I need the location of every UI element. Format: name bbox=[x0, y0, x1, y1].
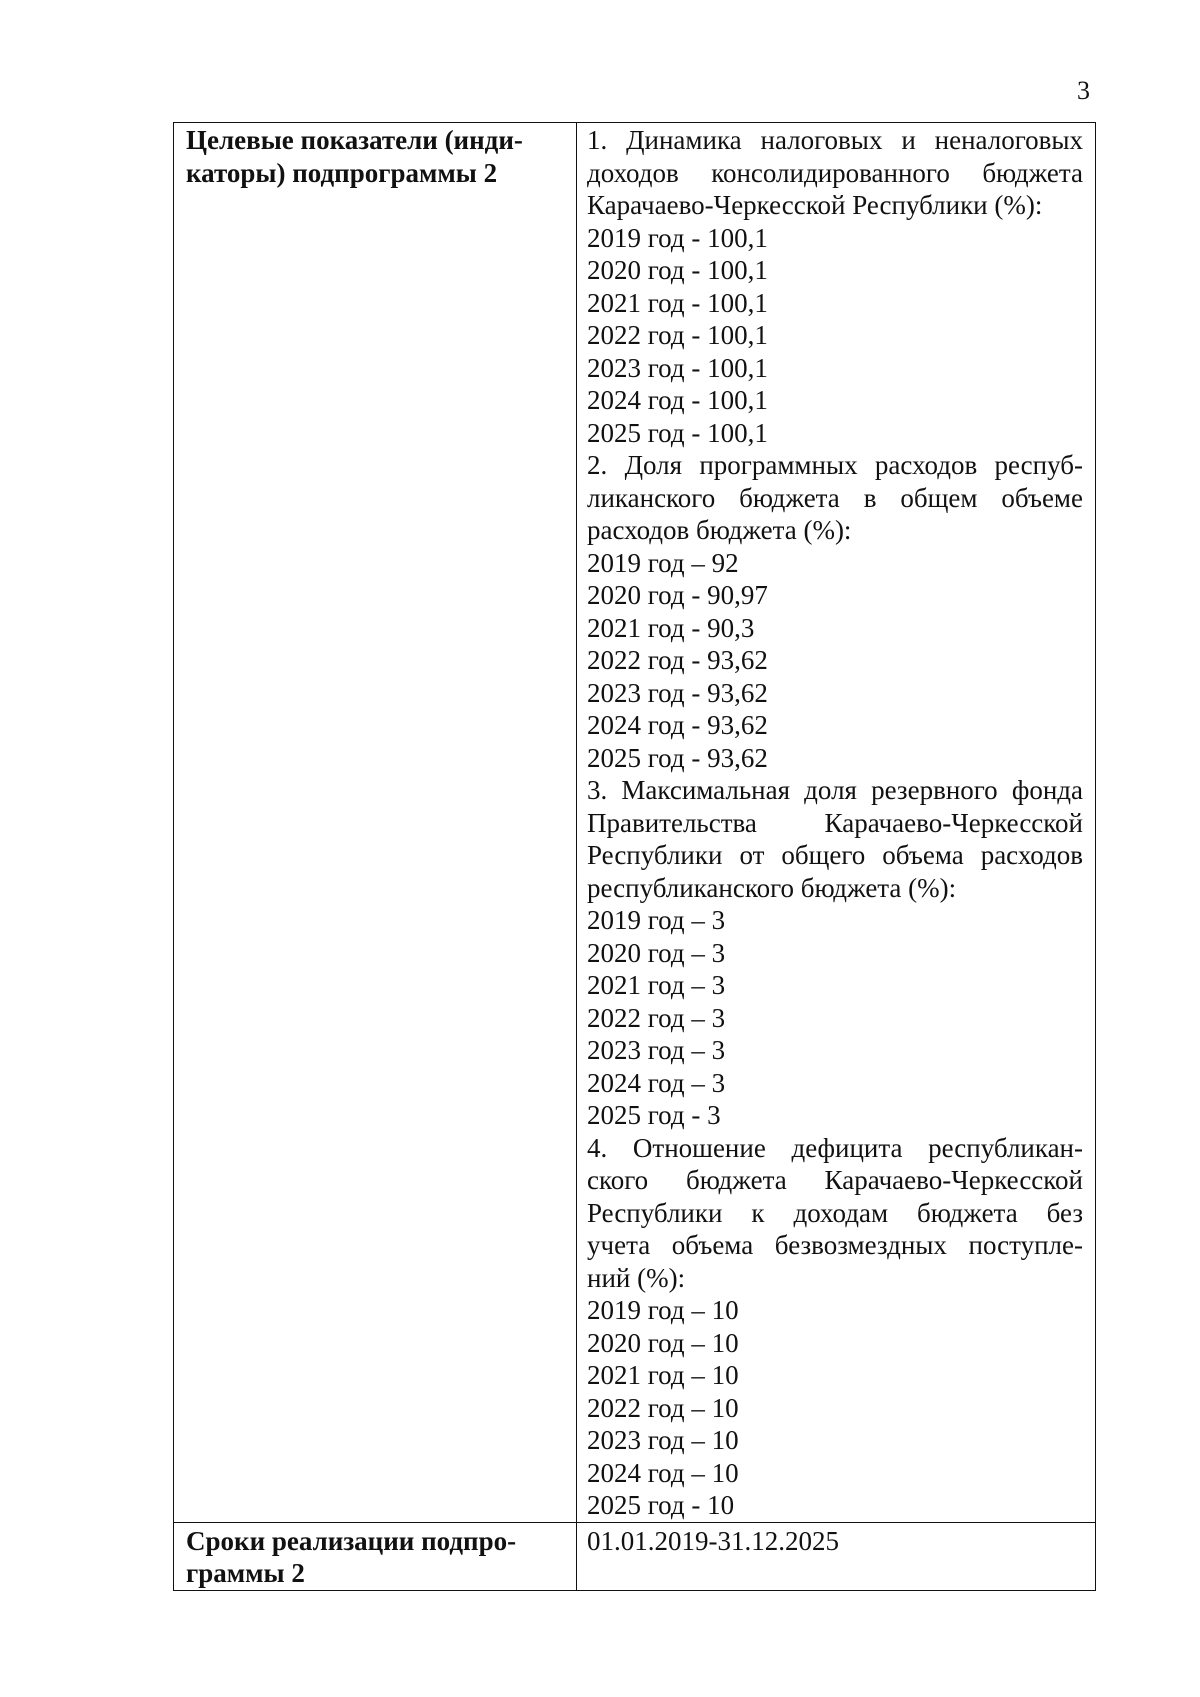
indicators-value-line: 2021 год – 3 bbox=[587, 970, 726, 1000]
indicators-value-line: 2022 год – 10 bbox=[587, 1392, 739, 1423]
indicators-value-line: ний (%): bbox=[587, 1262, 686, 1293]
indicators-value-line: 2024 год - 93,62 bbox=[587, 710, 768, 740]
indicators-value-line: 2021 год – 10 bbox=[587, 1360, 739, 1390]
indicators-value-line: 2021 год - 100,1 bbox=[587, 287, 768, 318]
indicators-value-line: республиканского бюджета (%): bbox=[587, 872, 957, 903]
indicators-label-cell bbox=[174, 123, 577, 1523]
indicators-value-line: 2025 год - 93,62 bbox=[587, 742, 768, 773]
indicators-value-line: учета объема безвозмездных поступле- bbox=[587, 1230, 1083, 1260]
indicators-value-line: 3. Максимальная доля резервного фонда bbox=[587, 775, 1083, 805]
indicators-value-line: 2025 год - 3 bbox=[587, 1100, 721, 1130]
indicators-value-line: 2019 год – 10 bbox=[587, 1295, 739, 1325]
passport-table bbox=[173, 122, 1096, 1591]
indicators-value-line: 2. Доля программных расходов респуб- bbox=[587, 450, 1083, 480]
indicators-value-line: 2020 год - 90,97 bbox=[587, 580, 768, 610]
indicators-value-line: 4. Отношение дефицита республикан- bbox=[587, 1132, 1083, 1163]
indicators-value-line: 2022 год – 3 bbox=[587, 1002, 726, 1033]
indicators-value-line: 2024 год – 10 bbox=[587, 1457, 739, 1488]
indicators-value-line: Карачаево-Черкесской Республики (%): bbox=[587, 190, 1043, 220]
indicators-value-line: 2024 год – 3 bbox=[587, 1067, 726, 1098]
table-row-indicators bbox=[174, 123, 1096, 1523]
indicators-value-line: 2025 год - 100,1 bbox=[587, 417, 768, 448]
indicators-value-line: 2023 год – 3 bbox=[587, 1035, 726, 1065]
indicators-value-line: 2023 год - 100,1 bbox=[587, 352, 768, 383]
indicators-value-line: Правительства Карачаево-Черкесской bbox=[587, 807, 1083, 838]
indicators-value-line: 2022 год - 93,62 bbox=[587, 645, 768, 675]
indicators-label-line: каторы) подпрограммы 2 bbox=[186, 157, 498, 188]
indicators-value-line: 2019 год – 3 bbox=[587, 905, 726, 935]
indicators-value-line: 2023 год - 93,62 bbox=[587, 677, 768, 708]
timeline-value-cell bbox=[577, 1522, 1096, 1590]
indicators-value-line: ского бюджета Карачаево-Черкесской bbox=[587, 1165, 1083, 1195]
indicators-value-line: 1. Динамика налоговых и неналоговых bbox=[587, 125, 1083, 155]
indicators-value-line: 2019 год - 100,1 bbox=[587, 222, 768, 253]
indicators-value-line: 2024 год - 100,1 bbox=[587, 385, 768, 415]
indicators-value-line: ликанского бюджета в общем объеме bbox=[587, 482, 1083, 513]
indicators-value-cell bbox=[577, 123, 1096, 1523]
indicators-value-line: 2020 год – 3 bbox=[587, 937, 726, 968]
indicators-value-line: 2020 год - 100,1 bbox=[587, 255, 768, 285]
indicators-value-line: 2025 год - 10 bbox=[587, 1490, 735, 1520]
timeline-label-cell bbox=[174, 1522, 577, 1590]
table-row-timeline bbox=[174, 1522, 1096, 1590]
indicators-value-line: 2019 год – 92 bbox=[587, 547, 739, 578]
indicators-value-line: 2022 год - 100,1 bbox=[587, 320, 768, 350]
timeline-label-line: граммы 2 bbox=[186, 1558, 305, 1588]
timeline-value-line: 01.01.2019-31.12.2025 bbox=[587, 1525, 839, 1556]
indicators-value-line: доходов консолидированного бюджета bbox=[587, 157, 1083, 188]
indicators-value-line: Республики от общего объема расходов bbox=[587, 840, 1083, 870]
indicators-label-line: Целевые показатели (инди- bbox=[186, 125, 523, 155]
indicators-value-line: 2020 год – 10 bbox=[587, 1327, 739, 1358]
indicators-value-line: 2021 год - 90,3 bbox=[587, 612, 755, 643]
indicators-value-line: Республики к доходам бюджета без bbox=[587, 1197, 1083, 1228]
indicators-value-line: расходов бюджета (%): bbox=[587, 515, 852, 545]
page-number: 3 bbox=[1077, 76, 1090, 105]
timeline-label-line: Сроки реализации подпро- bbox=[186, 1525, 517, 1556]
indicators-value-line: 2023 год – 10 bbox=[587, 1425, 739, 1455]
